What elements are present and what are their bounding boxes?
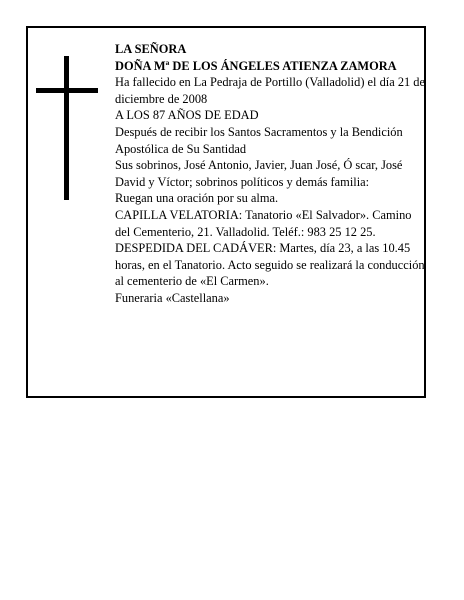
latin-cross-icon [36,56,98,200]
prayer-line: Ruegan una oración por su alma. [115,191,279,206]
death-info: Ha fallecido en La Pedraja de Portillo (Valladolid) el día 21 de diciembre de 2008 [115,75,426,106]
cross-horizontal-bar [36,88,98,93]
age-line: A LOS 87 AÑOS DE EDAD [115,108,259,123]
funeral-home: Funeraria «Castellana» [115,290,230,305]
farewell-line: DESPEDIDA DEL CADÁVER: Martes, día 23, a las 10.45 horas, en el Tanatorio. Acto seguido se realizará la conducción al cementerio de «El Carmen». [115,241,425,289]
chapel-line: CAPILLA VELATORIA: Tanatorio «El Salvador». Camino del Cementerio, 21. Valladolid. Teléf.: 983 25 12 25. [115,207,412,239]
family-line: Sus sobrinos, José Antonio, Javier, Juan José, Ó scar, José David y Víctor; sobrinos políticos y demás familia: [115,158,403,189]
notice-text [115,41,425,307]
cross-vertical-bar [64,56,69,200]
notice-title: LA SEÑORA [115,42,187,56]
deceased-name: DOÑA Mª DE LOS ÁNGELES ATIENZA ZAMORA [115,58,397,73]
sacraments-line: Después de recibir los Santos Sacramentos y la Bendición Apostólica de Su Santidad [115,124,403,156]
obituary-notice [26,26,426,398]
